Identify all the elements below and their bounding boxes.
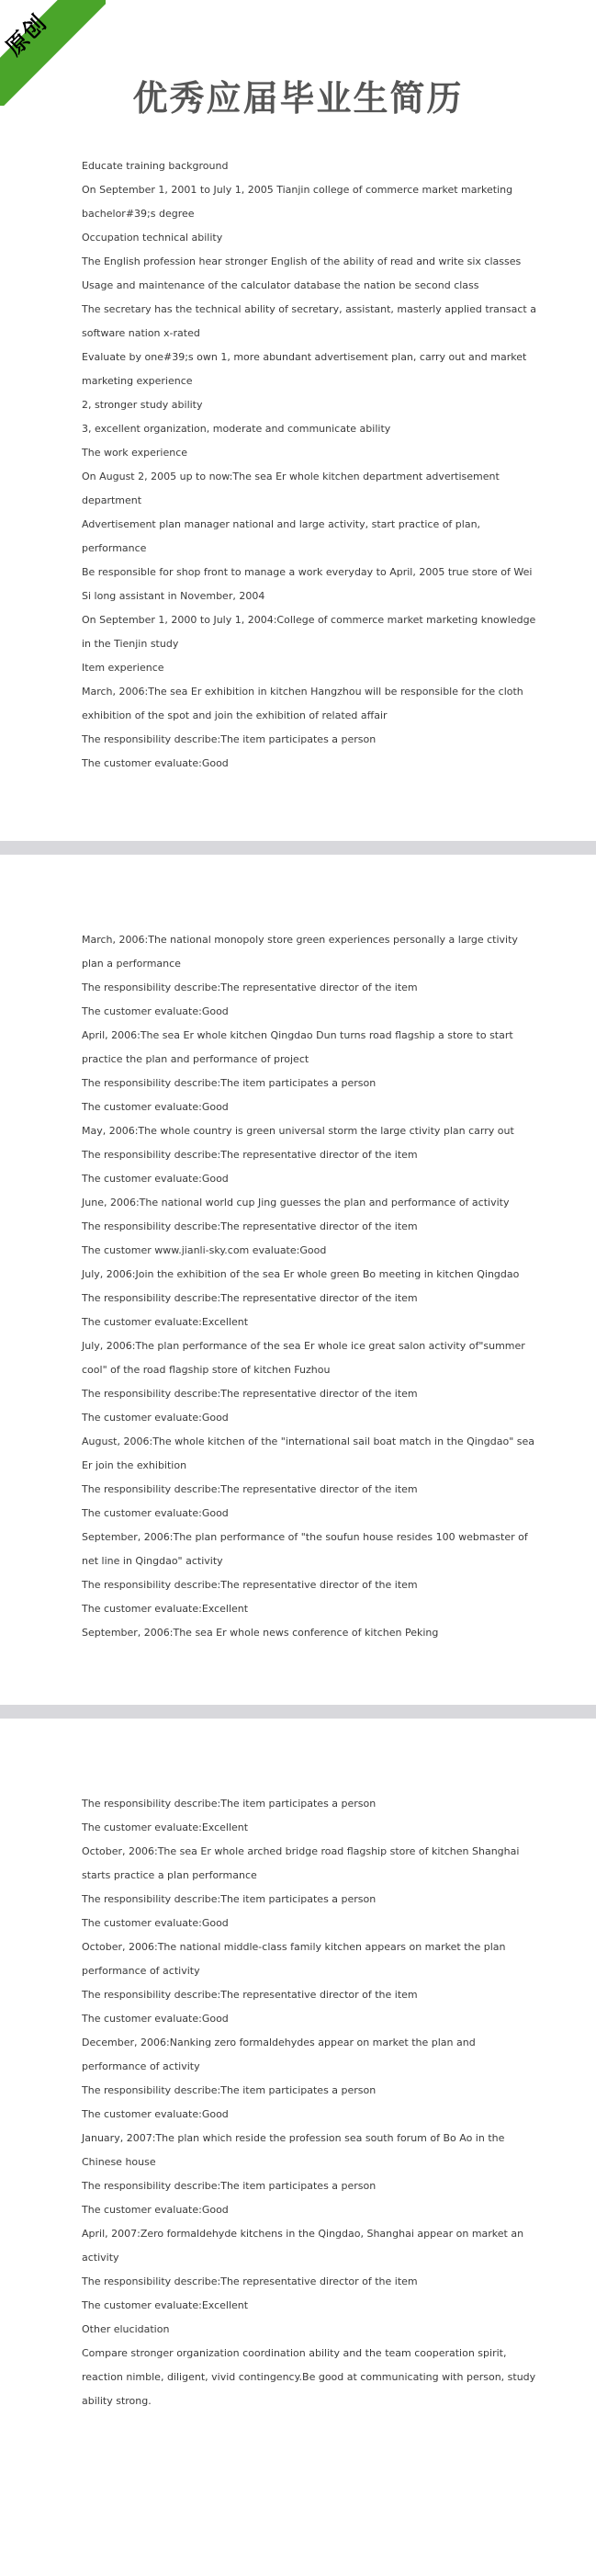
resume-line: On August 2, 2005 up to now:The sea Er whole kitchen department advertisement	[82, 471, 500, 482]
resume-line: Be responsible for shop front to manage a work everyday to April, 2005 true store of Wei	[82, 566, 533, 578]
resume-line: Er join the exhibition	[82, 1459, 187, 1471]
resume-line: reaction nimble, diligent, vivid contingency.Be good at communicating with person, study	[82, 2371, 536, 2383]
resume-line: Item experience	[82, 662, 164, 674]
resume-line: The responsibility describe:The representative director of the item	[82, 1292, 418, 1304]
resume-line: department	[82, 494, 142, 506]
resume-line: bachelor#39;s degree	[82, 208, 195, 220]
resume-line: The customer evaluate:Good	[82, 1173, 229, 1185]
resume-line: On September 1, 2000 to July 1, 2004:College of commerce market marketing knowledge	[82, 614, 536, 626]
resume-line: The responsibility describe:The item participates a person	[82, 733, 377, 745]
resume-line: The responsibility describe:The item participates a person	[82, 1893, 377, 1905]
resume-line: The responsibility describe:The representative director of the item	[82, 2275, 418, 2287]
resume-line: Compare stronger organization coordination ability and the team cooperation spirit,	[82, 2347, 507, 2359]
resume-line: Educate training background	[82, 160, 229, 172]
resume-line: March, 2006:The sea Er exhibition in kitchen Hangzhou will be responsible for the cloth	[82, 686, 523, 698]
resume-line: October, 2006:The national middle-class family kitchen appears on market the plan	[82, 1941, 506, 1953]
resume-line: August, 2006:The whole kitchen of the "international sail boat match in the Qingdao" sea	[82, 1436, 534, 1447]
resume-line: The responsibility describe:The item participates a person	[82, 1077, 377, 1089]
resume-page-2	[0, 855, 596, 1705]
resume-line: The responsibility describe:The representative director of the item	[82, 1220, 418, 1232]
resume-page-3	[0, 1719, 596, 2576]
resume-line: The customer evaluate:Good	[82, 1412, 229, 1424]
resume-line: activity	[82, 2252, 119, 2264]
resume-line: exhibition of the spot and join the exhibition of related affair	[82, 709, 388, 721]
resume-line: The responsibility describe:The representative director of the item	[82, 1483, 418, 1495]
resume-line: The English profession hear stronger English of the ability of read and write six classes	[82, 255, 522, 267]
resume-line: January, 2007:The plan which reside the profession sea south forum of Bo Ao in the	[82, 2132, 505, 2144]
resume-line: Occupation technical ability	[82, 232, 223, 244]
resume-line: The customer evaluate:Excellent	[82, 1603, 249, 1615]
page-title: 优秀应届毕业生简历	[132, 78, 464, 119]
resume-line: in the Tienjin study	[82, 638, 179, 650]
resume-line: June, 2006:The national world cup Jing guesses the plan and performance of activity	[82, 1197, 510, 1209]
resume-line: Other elucidation	[82, 2323, 170, 2335]
resume-text-block	[82, 154, 536, 776]
resume-line: October, 2006:The sea Er whole arched bridge road flagship store of kitchen Shanghai	[82, 1845, 520, 1857]
resume-line: The responsibility describe:The item participates a person	[82, 2084, 377, 2096]
resume-line: December, 2006:Nanking zero formaldehydes appear on market the plan and	[82, 2037, 476, 2048]
resume-line: The work experience	[82, 447, 188, 459]
page-divider	[0, 1705, 596, 1719]
resume-line: The responsibility describe:The item participates a person	[82, 2180, 377, 2192]
resume-line: The customer evaluate:Excellent	[82, 1821, 249, 1833]
resume-line: September, 2006:The plan performance of "the soufun house resides 100 webmaster of	[82, 1531, 528, 1543]
resume-line: May, 2006:The whole country is green universal storm the large ctivity plan carry out	[82, 1125, 514, 1137]
resume-text-block	[82, 928, 534, 1645]
resume-line: net line in Qingdao" activity	[82, 1555, 223, 1567]
resume-line: performance of activity	[82, 1965, 200, 1977]
resume-line: The customer evaluate:Good	[82, 1507, 229, 1519]
resume-line: marketing experience	[82, 375, 193, 387]
resume-line: practice the plan and performance of project	[82, 1053, 309, 1065]
resume-line: ability strong.	[82, 2395, 152, 2407]
resume-line: The customer evaluate:Good	[82, 757, 229, 769]
resume-line: Usage and maintenance of the calculator database the nation be second class	[82, 279, 479, 291]
resume-line: The customer evaluate:Good	[82, 2013, 229, 2025]
resume-page-1	[0, 0, 596, 841]
resume-line: The customer evaluate:Good	[82, 2204, 229, 2216]
resume-line: The responsibility describe:The representative director of the item	[82, 1579, 418, 1591]
resume-line: July, 2006:The plan performance of the sea Er whole ice great salon activity of"summer	[82, 1340, 525, 1352]
resume-line: cool" of the road flagship store of kitchen Fuzhou	[82, 1364, 331, 1376]
resume-text-block	[82, 1792, 536, 2413]
resume-line: plan a performance	[82, 958, 181, 970]
resume-line: starts practice a plan performance	[82, 1869, 257, 1881]
resume-line: performance of activity	[82, 2060, 200, 2072]
resume-line: Si long assistant in November, 2004	[82, 590, 265, 602]
resume-line: The customer evaluate:Excellent	[82, 2299, 249, 2311]
resume-line: September, 2006:The sea Er whole news conference of kitchen Peking	[82, 1627, 439, 1639]
resume-line: The customer evaluate:Excellent	[82, 1316, 249, 1328]
resume-line: Advertisement plan manager national and large activity, start practice of plan,	[82, 518, 481, 530]
resume-line: The responsibility describe:The representative director of the item	[82, 1149, 418, 1161]
resume-line: March, 2006:The national monopoly store green experiences personally a large ctivity	[82, 934, 518, 946]
badge-label: 原创	[1, 9, 52, 61]
resume-line: The responsibility describe:The representative director of the item	[82, 1388, 418, 1400]
resume-line: The customer evaluate:Good	[82, 2108, 229, 2120]
resume-line: Chinese house	[82, 2156, 156, 2168]
resume-line: The secretary has the technical ability of secretary, assistant, masterly applied transact a	[82, 303, 536, 315]
resume-line: software nation x-rated	[82, 327, 200, 339]
resume-line: July, 2006:Join the exhibition of the sea Er whole green Bo meeting in kitchen Qingdao	[82, 1268, 520, 1280]
resume-line: April, 2007:Zero formaldehyde kitchens in the Qingdao, Shanghai appear on market an	[82, 2228, 524, 2240]
resume-line: The customer evaluate:Good	[82, 1005, 229, 1017]
resume-line: 3, excellent organization, moderate and communicate ability	[82, 423, 391, 435]
resume-line: The customer evaluate:Good	[82, 1917, 229, 1929]
resume-line: The responsibility describe:The representative director of the item	[82, 1989, 418, 2001]
resume-line: 2, stronger study ability	[82, 399, 203, 411]
page-divider	[0, 841, 596, 855]
resume-line: Evaluate by one#39;s own 1, more abundant advertisement plan, carry out and market	[82, 351, 527, 363]
resume-line: The customer evaluate:Good	[82, 1101, 229, 1113]
resume-line: The responsibility describe:The representative director of the item	[82, 982, 418, 993]
resume-line: The responsibility describe:The item participates a person	[82, 1798, 377, 1810]
resume-line: performance	[82, 542, 147, 554]
resume-line: The customer www.jianli-sky.com evaluate:Good	[82, 1244, 327, 1256]
resume-line: On September 1, 2001 to July 1, 2005 Tianjin college of commerce market marketing	[82, 184, 513, 196]
resume-line: April, 2006:The sea Er whole kitchen Qingdao Dun turns road flagship a store to start	[82, 1029, 513, 1041]
